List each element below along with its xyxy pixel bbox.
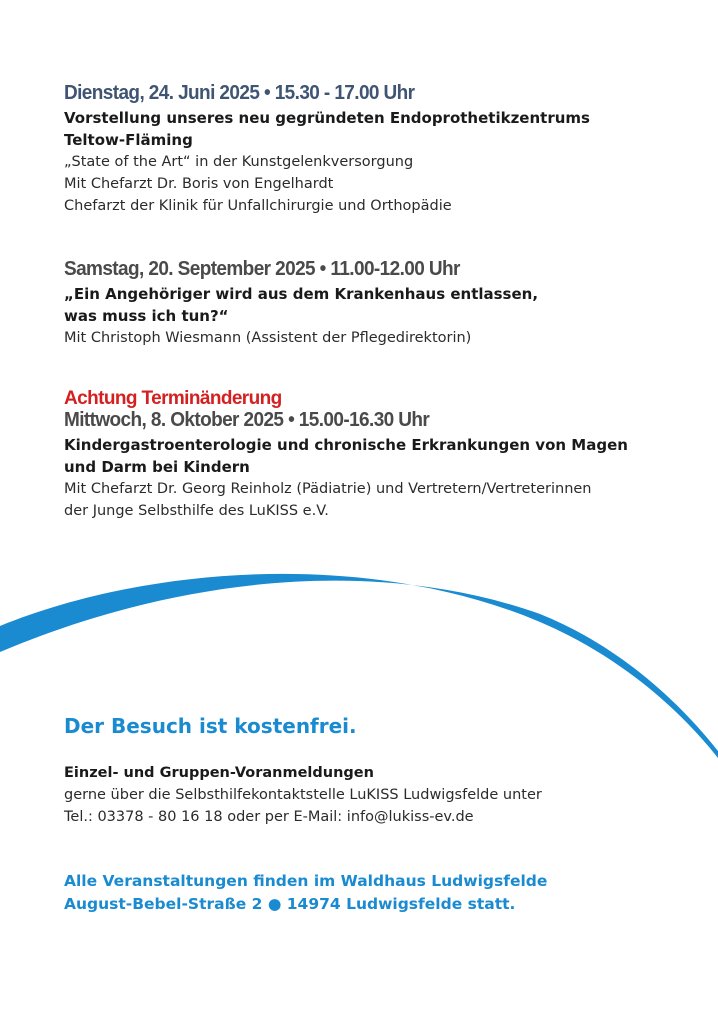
venue-info xyxy=(64,870,684,916)
registration-info xyxy=(64,762,684,828)
event-2-date: Samstag, 20. September 2025 • 11.00-12.00 Uhr xyxy=(64,258,460,281)
free-admission-text: Der Besuch ist kostenfrei. xyxy=(64,714,357,738)
venue-line: Alle Veranstaltungen finden im Waldhaus Ludwigsfelde xyxy=(64,872,548,890)
venue-address: August-Bebel-Straße 2 ● 14974 Ludwigsfelde statt. xyxy=(64,895,516,913)
event-3-line: der Junge Selbsthilfe des LuKISS e.V. xyxy=(64,503,329,519)
event-1 xyxy=(64,82,684,217)
registration-contact: Tel.: 03378 - 80 16 18 oder per E-Mail: info@lukiss-ev.de xyxy=(64,809,474,825)
event-2 xyxy=(64,258,684,349)
event-3-title: Kindergastroenterologie und chronische Erkrankungen von Magen und Darm bei Kindern xyxy=(64,436,628,476)
date-change-notice: Achtung Terminänderung xyxy=(64,388,282,409)
event-2-title: „Ein Angehöriger wird aus dem Krankenhaus entlassen, was muss ich tun?“ xyxy=(64,285,539,325)
registration-line: gerne über die Selbsthilfekontaktstelle LuKISS Ludwigsfelde unter xyxy=(64,787,542,803)
event-3-line: Mit Chefarzt Dr. Georg Reinholz (Pädiatrie) und Vertretern/Vertreterinnen xyxy=(64,481,592,497)
event-3 xyxy=(64,389,684,522)
free-admission xyxy=(64,713,684,739)
event-1-title: Vorstellung unseres neu gegründeten Endoprothetikzentrums Teltow-Fläming xyxy=(64,109,590,149)
registration-title: Einzel- und Gruppen-Voranmeldungen xyxy=(64,765,374,781)
event-1-line: Chefarzt der Klinik für Unfallchirurgie und Orthopädie xyxy=(64,198,452,214)
event-1-line: „State of the Art“ in der Kunstgelenkversorgung xyxy=(64,154,414,170)
event-1-line: Mit Chefarzt Dr. Boris von Engelhardt xyxy=(64,176,334,192)
event-1-date: Dienstag, 24. Juni 2025 • 15.30 - 17.00 Uhr xyxy=(64,82,415,105)
event-2-line: Mit Christoph Wiesmann (Assistent der Pflegedirektorin) xyxy=(64,330,472,346)
event-3-date: Mittwoch, 8. Oktober 2025 • 15.00-16.30 Uhr xyxy=(64,409,430,432)
